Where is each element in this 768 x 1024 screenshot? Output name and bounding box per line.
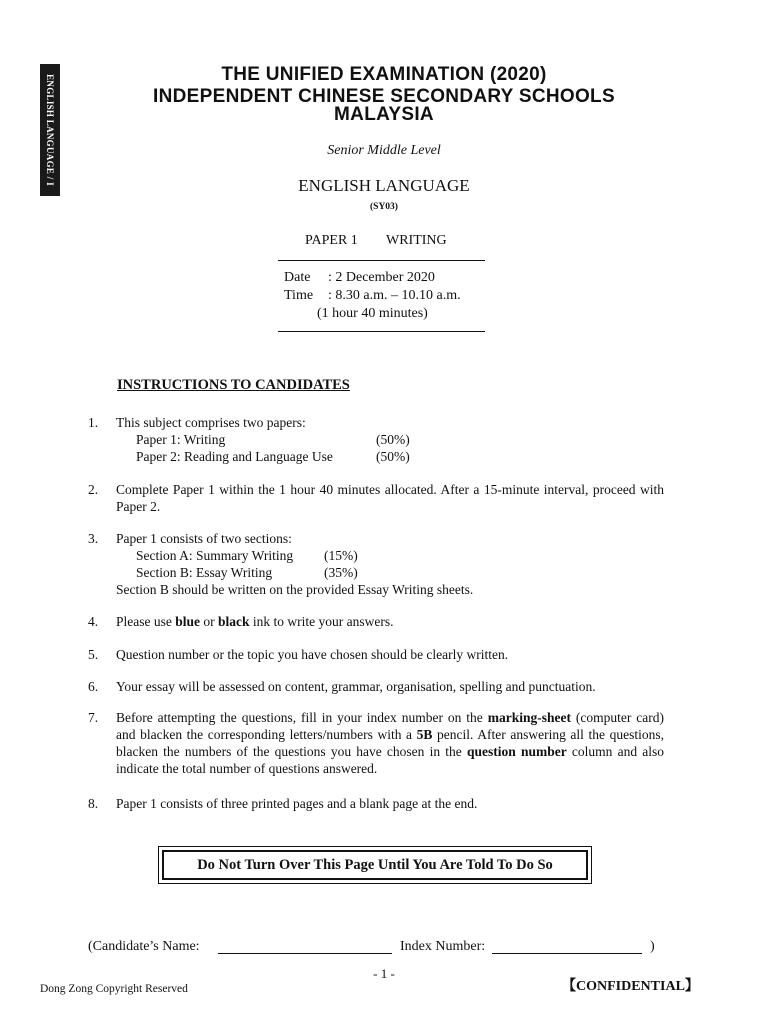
confidential-label: 【CONFIDENTIAL】 — [562, 979, 699, 994]
index-number-label: Index Number: — [400, 939, 486, 954]
instruction-7-part-3: pencil. After answering all the questions, blacken the numbers of the questions you have chosen in the — [116, 727, 664, 759]
instruction-8-number: 8. — [88, 796, 99, 811]
divider-top — [278, 260, 485, 261]
section-b-label: Section B: Essay Writing — [136, 565, 273, 580]
exam-title: THE UNIFIED EXAMINATION (2020) — [221, 64, 547, 85]
instruction-7-text — [116, 709, 664, 777]
instruction-3-number: 3. — [88, 531, 99, 546]
instruction-1-text: This subject comprises two papers: — [116, 415, 306, 430]
instruction-4-post: ink to write your answers. — [249, 614, 394, 629]
instructions-title: INSTRUCTIONS TO CANDIDATES — [117, 377, 350, 393]
copyright: Dong Zong Copyright Reserved — [40, 983, 188, 995]
paper-1-percent: (50%) — [376, 432, 410, 447]
instruction-7-part-2: (computer card) and blacken the corresponding letters/numbers with a — [116, 710, 664, 742]
instruction-8-text: Paper 1 consists of three printed pages and a blank page at the end. — [116, 796, 478, 811]
duration: (1 hour 40 minutes) — [317, 306, 428, 321]
page-number: - 1 - — [373, 966, 395, 981]
index-number-line — [492, 953, 642, 954]
instruction-6-text: Your essay will be assessed on content, grammar, organisation, spelling and punctuation. — [116, 679, 596, 694]
instruction-1-number: 1. — [88, 415, 99, 430]
marking-sheet-term: marking-sheet — [487, 710, 571, 725]
instruction-3-text: Paper 1 consists of two sections: — [116, 531, 292, 546]
candidate-name-line — [218, 953, 392, 954]
instruction-7-part-1: Before attempting the questions, fill in your index number on the — [116, 710, 488, 725]
school-title: INDEPENDENT CHINESE SECONDARY SCHOOLS — [153, 86, 615, 107]
instruction-4-pre: Please use — [116, 614, 176, 629]
instruction-7-part-4: column and also indicate the total number of questions answered. — [116, 744, 664, 776]
date-label: Date — [284, 270, 311, 285]
section-a-percent: (15%) — [324, 548, 358, 563]
instruction-5-text: Question number or the topic you have chosen should be clearly written. — [116, 647, 509, 662]
subject-code: (SY03) — [370, 202, 398, 212]
instruction-2-number: 2. — [88, 482, 99, 497]
paper-type: WRITING — [386, 233, 447, 248]
divider-bottom — [278, 331, 485, 332]
paper-1-label: Paper 1: Writing — [136, 432, 226, 447]
notice-box — [158, 846, 592, 884]
instruction-4-number: 4. — [88, 614, 99, 629]
section-a-label: Section A: Summary Writing — [136, 548, 294, 563]
subject-title: ENGLISH LANGUAGE — [298, 176, 470, 195]
paper-2-percent: (50%) — [376, 449, 410, 464]
side-tab-label: ENGLISH LANGUAGE / I — [45, 74, 55, 186]
question-number-term: question number — [466, 744, 567, 759]
instruction-5-number: 5. — [88, 647, 99, 662]
black-ink: black — [218, 614, 250, 629]
date-value: : 2 December 2020 — [328, 270, 435, 285]
time-value: : 8.30 a.m. – 10.10 a.m. — [328, 288, 461, 303]
blue-ink: blue — [175, 614, 200, 629]
instruction-4-or: or — [200, 614, 218, 629]
instruction-6-number: 6. — [88, 679, 99, 694]
paper-number: PAPER 1 — [305, 233, 358, 248]
section-b-percent: (35%) — [324, 565, 358, 580]
paper-2-label: Paper 2: Reading and Language Use — [136, 449, 333, 464]
time-label: Time — [284, 288, 314, 303]
instruction-4-text — [116, 613, 664, 630]
notice-text: Do Not Turn Over This Page Until You Are Told To Do So — [162, 850, 588, 880]
pencil-grade: 5B — [416, 727, 433, 742]
country-title: MALAYSIA — [334, 104, 434, 125]
instruction-2-text: Complete Paper 1 within the 1 hour 40 minutes allocated. After a 15-minute interval, proceed with Paper 2. — [116, 482, 664, 514]
section-b-note: Section B should be written on the provided Essay Writing sheets. — [116, 582, 474, 597]
instruction-7-number: 7. — [88, 710, 99, 725]
candidate-name-label: (Candidate’s Name: — [88, 939, 200, 954]
level-label: Senior Middle Level — [327, 143, 441, 158]
closing-parenthesis: ) — [650, 939, 655, 954]
